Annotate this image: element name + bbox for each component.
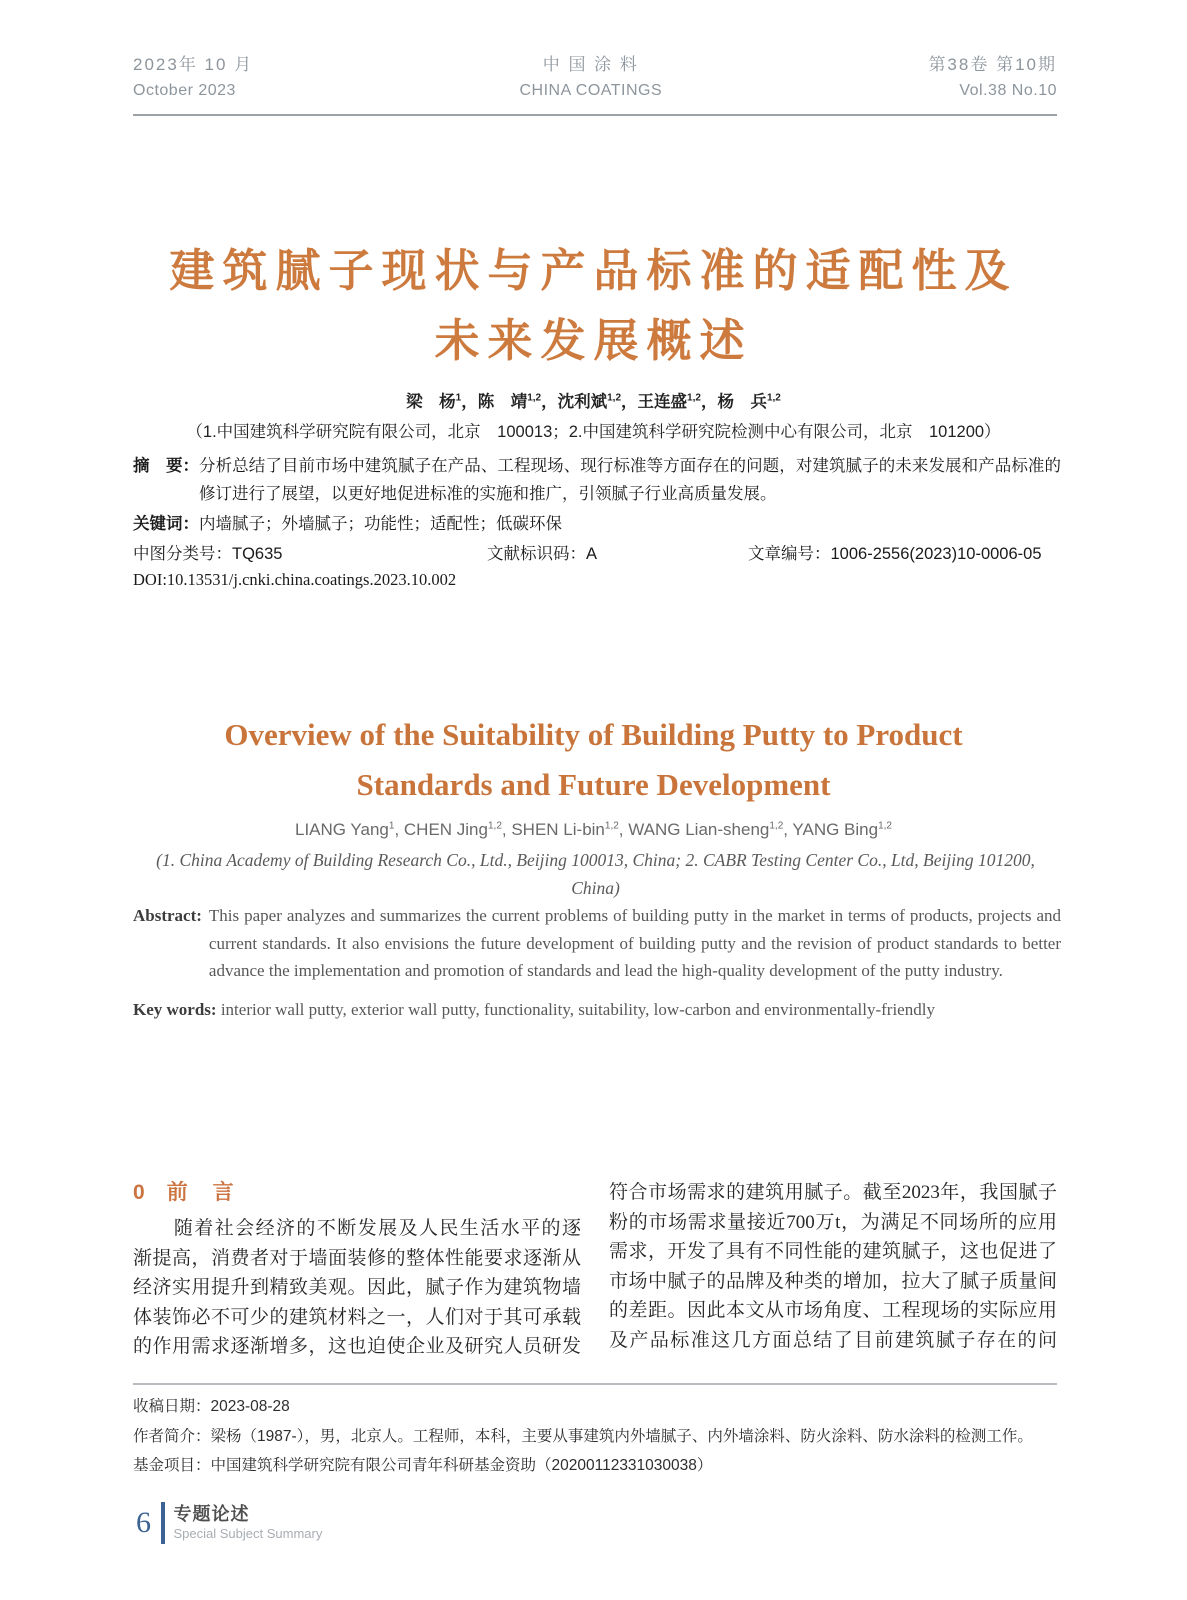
article-title-en xyxy=(0,710,1187,810)
journal-name-cn: 中 国 涂 料 xyxy=(542,55,639,74)
body-text-line: 的作用需求逐渐增多，这也迫使企业及研究人员研发 xyxy=(133,1336,581,1357)
footer-divider-bar xyxy=(161,1502,165,1544)
body-text-line: 随着社会经济的不断发展及人民生活水平的逐 xyxy=(133,1218,581,1239)
article-id: 文章编号：1006-2556(2023)10-0006-05 xyxy=(748,545,1042,563)
abstract-cn xyxy=(133,452,1061,508)
author-cn: 梁 杨$^1$， xyxy=(406,392,478,411)
body-text-line: 粉的市场需求量接近700万t，为满足不同场所的应用 xyxy=(609,1211,1057,1233)
article-title-cn-line2: 未来发展概述 xyxy=(434,315,753,366)
keywords-en-label: Key words: xyxy=(133,1000,217,1019)
authors-en xyxy=(0,820,1187,840)
keywords-cn xyxy=(133,510,1061,538)
footer-column-en: Special Subject Summary xyxy=(173,1526,323,1541)
body-text-line: 渐提高，消费者对于墙面装修的整体性能要求逐渐从 xyxy=(133,1247,581,1269)
keywords-en xyxy=(133,1000,1061,1020)
article-title-cn xyxy=(0,236,1187,376)
body-text-line: 体装饰必不可少的建筑材料之一，人们对于其可承载 xyxy=(133,1306,581,1328)
page-footer xyxy=(136,1502,322,1544)
body-column-right xyxy=(609,1178,1057,1362)
section-0-number: 0 xyxy=(133,1181,145,1204)
section-0-heading xyxy=(133,1178,581,1214)
body-columns xyxy=(133,1178,1057,1362)
clc-number: 中图分类号：TQ635 xyxy=(133,545,283,563)
footnote-line: 基金项目：中国建筑科学研究院有限公司青年科研基金资助（20200112331030038） xyxy=(133,1457,713,1474)
keywords-en-text: interior wall putty, exterior wall putty, functionality, suitability, low-carbon and environmentally-friendly xyxy=(220,1000,935,1019)
abstract-en xyxy=(133,902,1061,985)
header-journal-name xyxy=(519,52,662,104)
footnotes xyxy=(133,1392,1057,1481)
affiliation-cn: （1.中国建筑科学研究院有限公司，北京 100013；2.中国建筑科学研究院检测中心有限公司，北京 101200） xyxy=(186,423,1001,441)
footer-column-cn: 专题论述 xyxy=(173,1504,250,1524)
body-left-paragraph xyxy=(133,1214,581,1362)
author-en: SHEN Li-bin$^{1,2}$, xyxy=(511,820,629,839)
footnote-line: 收稿日期：2023-08-28 xyxy=(133,1398,290,1415)
keywords-cn-text: 内墙腻子；外墙腻子；功能性；适配性；低碳环保 xyxy=(199,515,562,533)
page-number: 6 xyxy=(136,1506,151,1539)
header-date xyxy=(133,52,253,104)
affiliation-en: (1. China Academy of Building Research Co., Ltd., Beijing 100013, China; 2. CABR Testing Center Co., Ltd, Beijing 101200, China) xyxy=(156,850,1035,898)
body-text-line: 经济实用提升到精致美观。因此，腻子作为建筑物墙 xyxy=(133,1277,581,1298)
classification-line xyxy=(133,540,1061,566)
header-date-cn: 2023年 10 月 xyxy=(133,55,254,74)
abstract-en-text: This paper analyzes and summarizes the current problems of building putty in the market in terms of products, projects and current standards. It also envisions the future development of building putty and the revision of product standards to better advance the implementation and promotion of standards and lead the high-quality development of the putty industry. xyxy=(208,906,1061,980)
body-text-line: 市场中腻子的品牌及种类的增加，拉大了腻子质量间 xyxy=(609,1270,1057,1292)
author-cn: 沈利斌$^{1,2}$， xyxy=(557,392,638,411)
journal-name-en: CHINA COATINGS xyxy=(519,82,663,99)
keywords-cn-label: 关键词： xyxy=(133,515,199,533)
body-text-line: 符合市场需求的建筑用腻子。截至2023年，我国腻子 xyxy=(609,1182,1057,1203)
journal-running-head xyxy=(133,52,1057,116)
article-title-en-line1: Overview of the Suitability of Building Putty to Product xyxy=(224,717,963,752)
body-right-paragraph xyxy=(609,1178,1057,1355)
body-column-left xyxy=(133,1178,581,1362)
author-cn: 陈 靖$^{1,2}$， xyxy=(477,392,558,411)
header-volume-cn: 第38卷 第10期 xyxy=(928,55,1057,74)
author-cn: 王连盛$^{1,2}$， xyxy=(637,392,718,411)
author-en: LIANG Yang$^1$, xyxy=(295,820,404,839)
abstract-en-label: Abstract: xyxy=(133,906,202,925)
article-title-en-line2: Standards and Future Development xyxy=(356,767,831,802)
authors-cn xyxy=(0,388,1187,412)
body-text-line: 需求，开发了具有不同性能的建筑腻子，这也促进了 xyxy=(609,1241,1057,1262)
author-en: CHEN Jing$^{1,2}$, xyxy=(403,820,512,839)
author-cn: 杨 兵$^{1,2}$ xyxy=(717,392,781,411)
author-en: YANG Bing$^{1,2}$ xyxy=(792,820,892,839)
author-en: WANG Lian-sheng$^{1,2}$, xyxy=(628,820,793,839)
abstract-cn-label: 摘 要： xyxy=(133,457,199,475)
header-volume xyxy=(928,52,1057,104)
doi: DOI:10.13531/j.cnki.china.coatings.2023.10.002 xyxy=(133,570,457,589)
footer-column-title xyxy=(174,1503,323,1543)
document-code: 文献标识码：A xyxy=(487,545,598,563)
article-title-cn-line1: 建筑腻子现状与产品标准的适配性及 xyxy=(169,245,1018,296)
section-0-title: 前 言 xyxy=(166,1181,236,1204)
header-date-en: October 2023 xyxy=(133,82,236,99)
body-text-line: 的差距。因此本文从市场角度、工程现场的实际应用 xyxy=(609,1300,1057,1321)
header-volume-en: Vol.38 No.10 xyxy=(959,82,1057,99)
abstract-cn-text: 分析总结了目前市场中建筑腻子在产品、工程现场、现行标准等方面存在的问题，对建筑腻子的未来发展和产品标准的修订进行了展望，以更好地促进标准的实施和推广，引领腻子行业高质量发展。 xyxy=(199,457,1061,503)
footnote-line: 作者简介：梁杨（1987-），男，北京人。工程师，本科，主要从事建筑内外墙腻子、内外墙涂料、防火涂料、防水涂料的检测工作。 xyxy=(133,1427,1033,1445)
body-text-line: 及产品标准这几方面总结了目前建筑腻子存在的问 xyxy=(609,1329,1057,1351)
footnote-divider xyxy=(133,1383,1057,1385)
